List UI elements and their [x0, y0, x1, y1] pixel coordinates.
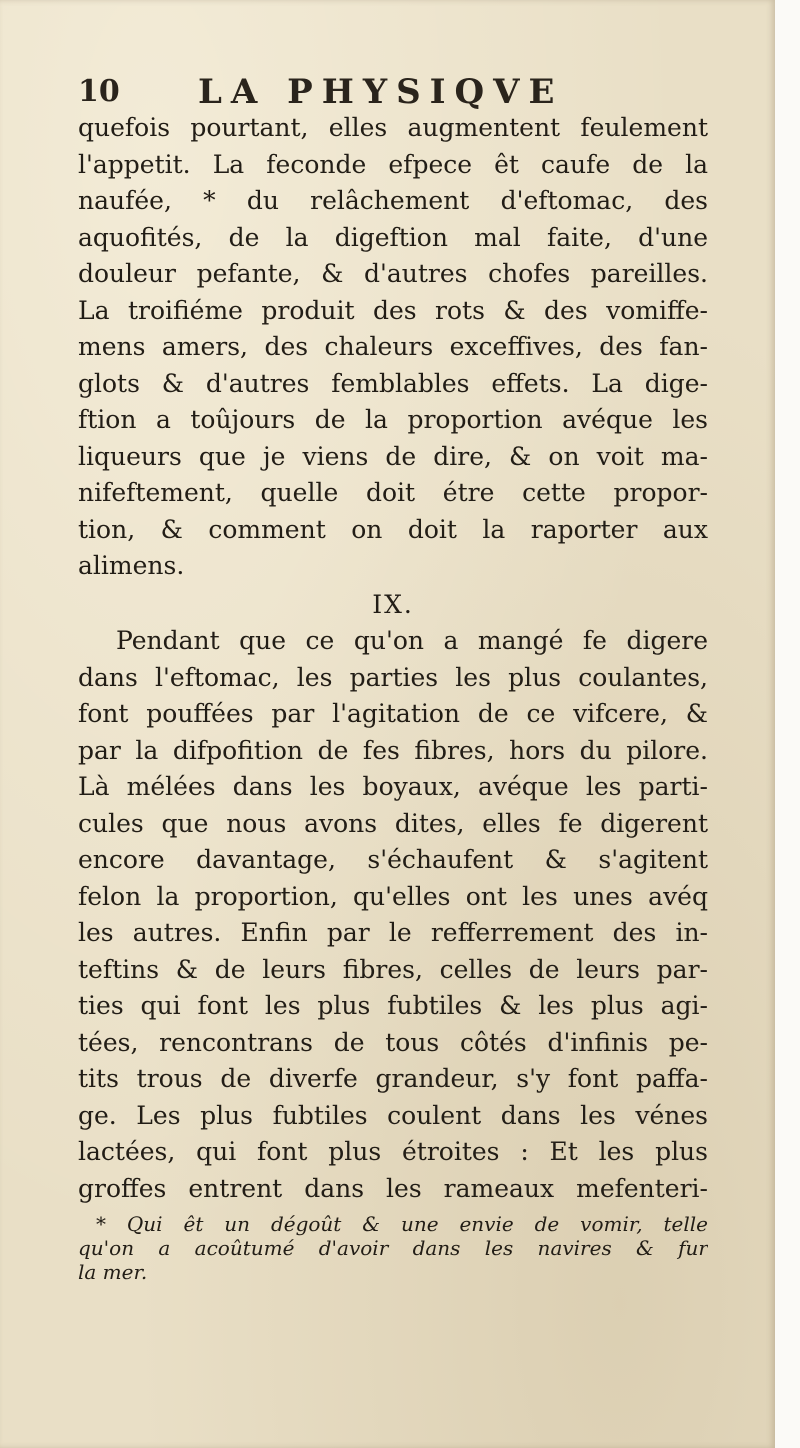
text-line: ties qui font les plus fubtiles & les plus agi- — [78, 991, 708, 1020]
text-line: tion, & comment on doit la raporter aux — [78, 514, 708, 544]
text-line: quefois pourtant, elles augmentent feulement — [78, 113, 708, 142]
text-line: lactées, qui font plus étroites : Et les plus — [78, 1137, 708, 1166]
text-line: nifeftement, quelle doit étre cette propor- — [78, 478, 708, 507]
section-heading: IX. — [372, 589, 414, 619]
text-line: groffes entrent dans les rameaux mefenteri- — [78, 1173, 708, 1203]
text-line: par la difpofition de fes fibres, hors du pilore. — [78, 735, 708, 765]
text-line: Pendant que ce qu'on a mangé fe digere — [116, 626, 708, 655]
text-line: mens amers, des chaleurs exceffives, des fan- — [78, 332, 708, 361]
text-line: font pouffées par l'agitation de ce vifcere, & — [78, 699, 708, 728]
text-line: glots & d'autres femblables effets. La dige- — [78, 368, 708, 398]
footnote-line: * Qui êt un dégoût & une envie de vomir, telle — [96, 1212, 708, 1236]
text-line: naufée, * du relâchement d'eftomac, des — [78, 186, 708, 215]
footnote-line: qu'on a acoûtumé d'avoir dans les navires & fur — [78, 1236, 708, 1260]
text-line: La troifiéme produit des rots & des vomiffe- — [78, 295, 708, 325]
text-line: Là mélées dans les boyaux, avéque les parti- — [78, 772, 708, 801]
text-line: alimens. — [78, 551, 185, 580]
text-line: tées, rencontrans de tous côtés d'infinis pe- — [78, 1027, 708, 1057]
text-line: cules que nous avons dites, elles fe digerent — [78, 808, 708, 838]
text-line: aquofités, de la digeftion mal faite, d'une — [78, 222, 708, 252]
text-line: ftion a toûjours de la proportion avéque les — [78, 405, 708, 434]
running-title: LA PHYSIQVE — [198, 72, 564, 112]
page-edge — [775, 0, 800, 1448]
text-line: felon la proportion, qu'elles ont les unes avéq — [78, 881, 708, 911]
text-line: tits trous de diverfe grandeur, s'y font paffa- — [78, 1064, 708, 1093]
text-line: douleur pefante, & d'autres chofes pareilles. — [78, 259, 708, 288]
page-number: 10 — [78, 74, 120, 109]
main-text — [78, 110, 708, 1207]
text-line: ge. Les plus fubtiles coulent dans les vénes — [78, 1100, 708, 1130]
text-line: les autres. Enfin par le refferrement des in- — [78, 918, 708, 947]
text-line: dans l'eftomac, les parties les plus coulantes, — [78, 662, 708, 692]
footnote-line: la mer. — [78, 1260, 148, 1284]
text-line: l'appetit. La feconde efpece êt caufe de la — [78, 149, 708, 179]
text-line: liqueurs que je viens de dire, & on voit ma- — [78, 441, 708, 471]
text-line: encore davantage, s'échaufent & s'agitent — [78, 845, 708, 874]
footnote — [78, 1212, 708, 1284]
text-line: teftins & de leurs fibres, celles de leurs par- — [78, 954, 708, 984]
